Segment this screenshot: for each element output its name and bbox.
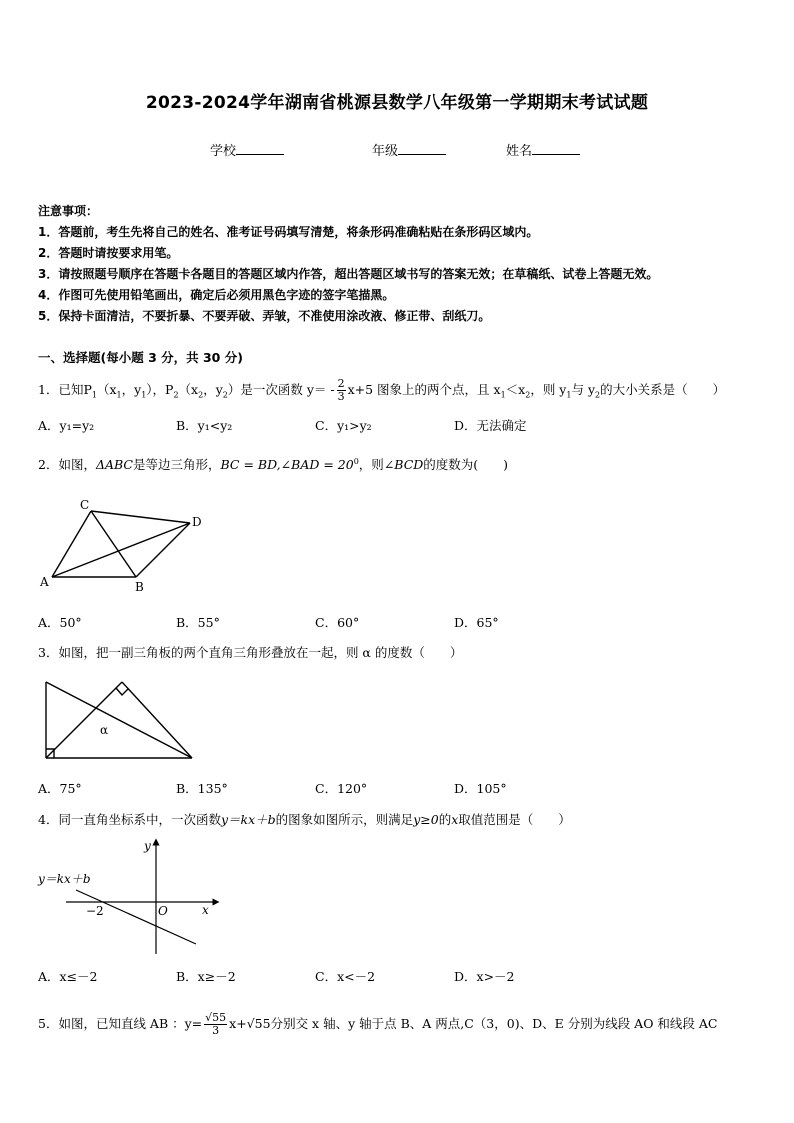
note-item: 4．作图可先使用铅笔画出，确定后必须用黑色字迹的签字笔描黑。: [38, 288, 395, 302]
q2-option-d[interactable]: D．65°: [454, 615, 499, 630]
note-item: 2．答题时请按要求用笔。: [38, 246, 179, 260]
q2-option-b[interactable]: B．55°: [176, 615, 220, 630]
sqrt-term: √55: [246, 1016, 271, 1031]
q1-option-d[interactable]: D．无法确定: [454, 418, 527, 433]
question-3: 3．如图，把一副三角板的两个直角三角形叠放在一起，则 α 的度数（ ）: [38, 645, 463, 660]
alpha-label: α: [100, 723, 109, 737]
name-label: 姓名: [506, 144, 533, 159]
label-c: C: [80, 498, 90, 512]
q3-figure: [40, 678, 200, 764]
question-4: 4．同一直角坐标系中，一次函数y＝kx＋b的图象如图所示，则满足y≥0的x取值范围是（ ）: [38, 812, 571, 827]
school-label: 学校: [210, 144, 237, 159]
name-blank: [532, 142, 580, 155]
label-d: D: [192, 515, 202, 529]
intercept-label: −2: [86, 904, 104, 918]
note-item: 3．请按照题号顺序在答题卡各题目的答题区域内作答，超出答题区域书写的答案无效；在草稿纸、试卷上答题无效。: [38, 267, 659, 281]
school-blank: [236, 142, 284, 155]
q3-option-a[interactable]: A．75°: [38, 781, 82, 796]
note-item: 5．保持卡面清洁，不要折暴、不要弄破、弄皱，不准使用涂改液、修正带、刮纸刀。: [38, 309, 491, 323]
q4-option-c[interactable]: C．x<－2: [315, 969, 376, 984]
q4-figure: [36, 836, 226, 960]
question-5: 5．如图，已知直线 AB ：y= $\frac{√55}{3}$ x+√55分别交 x 轴、y 轴于点 B、A 两点,C（3，0)、D、E 分别为线段 AO 和线段 AC: [38, 1011, 718, 1037]
label-a: A: [40, 575, 49, 589]
label-b: B: [135, 580, 144, 594]
q2-figure: [36, 495, 216, 595]
grade-field[interactable]: [372, 140, 446, 159]
grade-label: 年级: [372, 144, 399, 159]
q3-option-b[interactable]: B．135°: [176, 781, 228, 796]
y-axis-label: y: [144, 839, 151, 853]
x-axis-label: x: [202, 903, 209, 917]
q1-option-a[interactable]: A．y₁=y₂: [38, 418, 95, 433]
notes-block: [38, 201, 658, 327]
q1-option-c[interactable]: C．y₁>y₂: [315, 418, 372, 433]
q2-option-a[interactable]: A．50°: [38, 615, 82, 630]
fraction: $\frac{√55}{3}$: [205, 1011, 227, 1037]
notes-heading: 注意事项：: [38, 204, 99, 218]
origin-label: O: [158, 904, 168, 918]
question-1: 1．已知$P_1(x_1$，$y_1$），$P_2(x_2$，$y_2$）是一次函数 y＝ - $\frac{2}{3}$ x+5 图象上的两个点，且 $x_1<x_2$，则 $y_1$与 $y_2$的大小关系是（ ）: [38, 377, 726, 403]
grade-blank: [398, 142, 446, 155]
school-field[interactable]: [210, 140, 284, 159]
fraction: $\frac{2}{3}$: [337, 377, 345, 403]
name-field[interactable]: [506, 140, 580, 159]
q4-option-d[interactable]: D．x>－2: [454, 969, 515, 984]
q1-option-b[interactable]: B．y₁<y₂: [176, 418, 233, 433]
q4-option-a[interactable]: A．x≤－2: [38, 969, 98, 984]
section-heading: 一、选择题(每小题 3 分，共 30 分): [38, 350, 243, 365]
q4-option-b[interactable]: B．x≥－2: [176, 969, 236, 984]
q2-option-c[interactable]: C．60°: [315, 615, 360, 630]
q3-option-c[interactable]: C．120°: [315, 781, 368, 796]
question-2: 2．如图，ΔABC是等边三角形，BC = BD,∠BAD = $20^0$，则∠BCD的度数为( ): [38, 457, 509, 473]
func-label: y＝kx＋b: [38, 872, 91, 886]
page-title: 2023-2024学年湖南省桃源县数学八年级第一学期期末考试试题: [145, 93, 649, 113]
note-item: 1．答题前，考生先将自己的姓名、准考证号码填写清楚，将条形码准确粘贴在条形码区域内。: [38, 225, 539, 239]
q3-option-d[interactable]: D．105°: [454, 781, 507, 796]
